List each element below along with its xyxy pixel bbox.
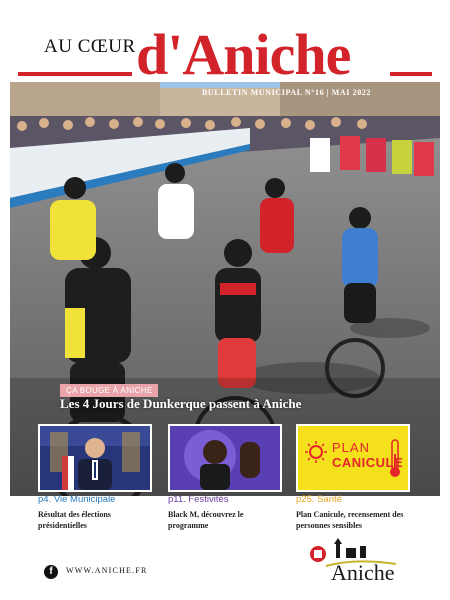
teaser-image-vie-municipale — [38, 424, 152, 492]
teaser-desc-vie-municipale: Résultat des élections présidentielles — [38, 510, 111, 530]
issue-label: BULLETIN MUNICIPAL N°16 | MAI 2022 — [202, 88, 372, 97]
teaser-image-festivites — [168, 424, 282, 492]
cover-story-tag: ÇA BOUGE À ANICHE — [60, 384, 158, 397]
logo-text: Aniche — [331, 560, 395, 585]
masthead — [0, 0, 450, 87]
teaser-title-vie-municipale[interactable]: p4. Vie Municipale — [38, 494, 116, 505]
plan-canicule-line1: PLAN — [332, 440, 370, 455]
cover-story-headline: Les 4 Jours de Dunkerque passent à Aniche — [60, 396, 302, 411]
teaser-title-festivites[interactable]: p11. Festivités — [168, 494, 229, 505]
teaser-desc-festivites: Black M, découvrez le programme — [168, 510, 244, 530]
masthead-pre-title: AU CŒUR — [44, 36, 136, 57]
teaser-image-plan-canicule — [296, 424, 410, 492]
masthead-title: d'Aniche — [136, 22, 351, 87]
masthead-rule-right — [390, 72, 432, 76]
masthead-rule-left — [18, 72, 132, 76]
website-url[interactable]: WWW.ANICHE.FR — [66, 566, 148, 575]
facebook-icon[interactable]: f — [44, 565, 58, 579]
plan-canicule-line2: CANICULE — [332, 455, 404, 470]
teaser-desc-sante: Plan Canicule, recensement des personnes sensibles — [296, 510, 404, 530]
teaser-title-sante[interactable]: p25. Santé — [296, 494, 342, 505]
